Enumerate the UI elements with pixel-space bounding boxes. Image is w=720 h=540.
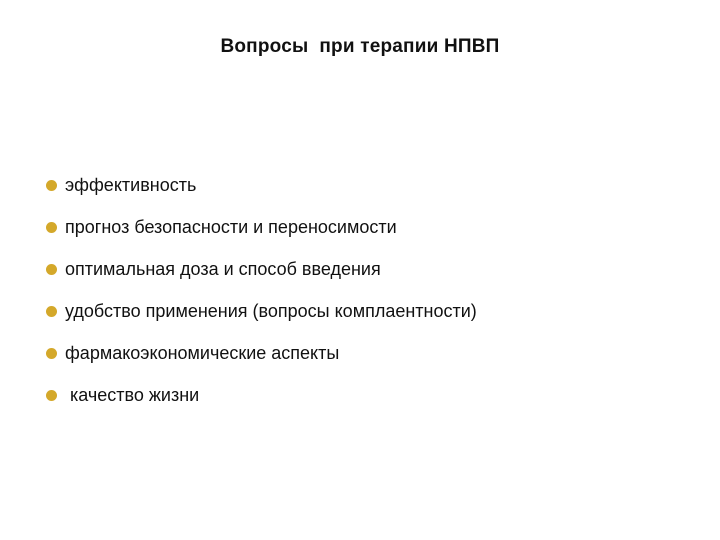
list-item [46,374,477,416]
list-item-text: удобство применения (вопросы комплаентности) [65,301,477,321]
list-item [46,290,477,332]
list-item [46,164,477,206]
list-item [46,248,477,290]
bullet-dot-icon [46,390,57,401]
list-item-text: фармакоэкономические аспекты [65,343,340,363]
list-item [46,206,477,248]
bullet-dot-icon [46,348,57,359]
bullet-dot-icon [46,306,57,317]
list-item-text: качество жизни [65,385,200,405]
list-item [46,332,477,374]
bullet-dot-icon [46,264,57,275]
bullet-dot-icon [46,222,57,233]
bullet-list [46,164,477,416]
list-item-text: эффективность [65,175,197,195]
list-item-text: прогноз безопасности и переносимости [65,217,397,237]
list-item-text: оптимальная доза и способ введения [65,259,381,279]
bullet-dot-icon [46,180,57,191]
slide-title: Вопросы при терапии НПВП [220,36,500,57]
